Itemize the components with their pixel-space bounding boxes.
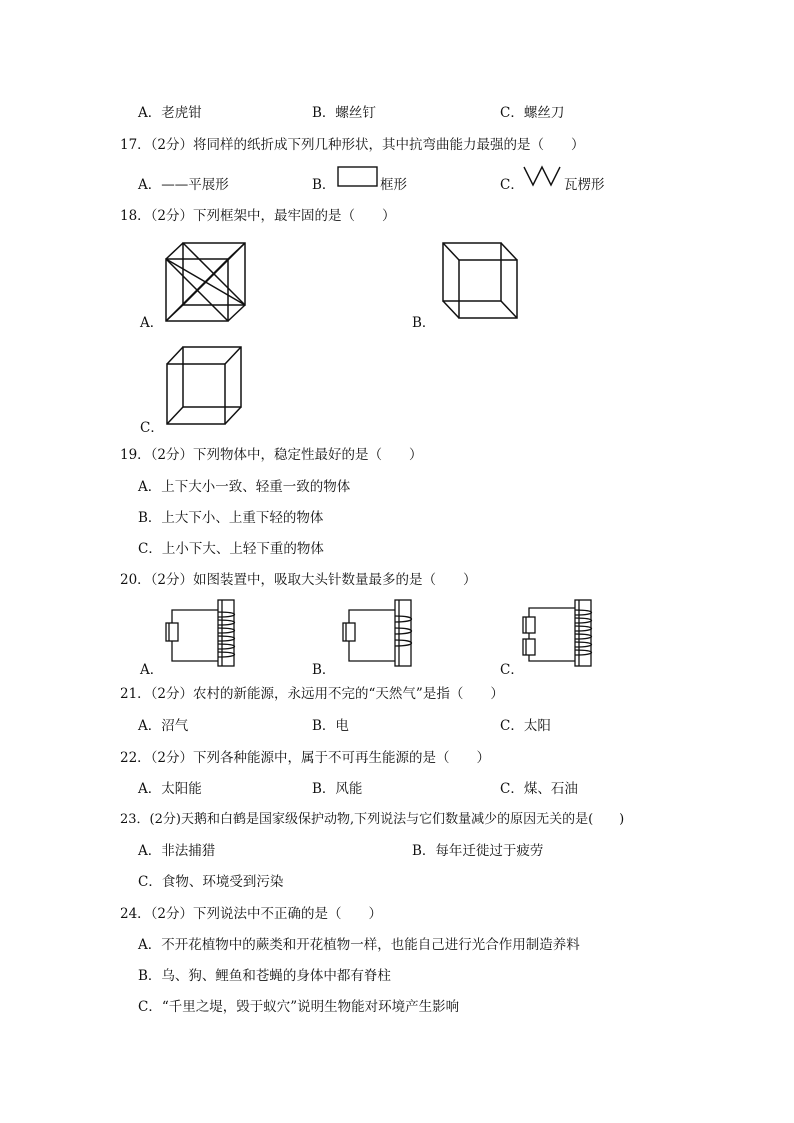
q22-option-a: A．太阳能 bbox=[138, 781, 202, 797]
q19-option-a: A．上下大小一致、轻重一致的物体 bbox=[138, 479, 351, 495]
q20-option-c: C． bbox=[500, 662, 524, 678]
q24-option-c: C．“千里之堤，毁于蚁穴”说明生物能对环境产生影响 bbox=[138, 999, 460, 1015]
q16-option-c: C．螺丝刀 bbox=[500, 105, 565, 121]
q21-option-c: C．太阳 bbox=[500, 718, 551, 734]
electromagnet-a-figure bbox=[160, 598, 240, 668]
q21-option-b: B．电 bbox=[312, 718, 349, 734]
q23-option-a: A．非法捕猎 bbox=[138, 843, 216, 859]
electromagnet-b-figure bbox=[337, 598, 417, 668]
q20-option-a: A． bbox=[140, 662, 164, 678]
q22-option-b: B．风能 bbox=[312, 781, 363, 797]
q21-option-a: A．沼气 bbox=[138, 718, 189, 734]
q18-option-b: B． bbox=[412, 315, 436, 331]
electromagnet-c-figure bbox=[517, 598, 599, 668]
q23-option-c: C．食物、环境受到污染 bbox=[138, 874, 284, 890]
q23-option-b: B．每年迁徙过于疲劳 bbox=[412, 843, 544, 859]
q17-option-b-suffix: 框形 bbox=[380, 177, 407, 193]
q17-stem: 17．（2分）将同样的纸折成下列几种形状，其中抗弯曲能力最强的是（ ） bbox=[120, 137, 585, 153]
q24-option-b: B．乌、狗、鲤鱼和苍蝇的身体中都有脊柱 bbox=[138, 968, 391, 984]
q17-option-c-suffix: 瓦楞形 bbox=[564, 177, 605, 193]
q20-option-b: B． bbox=[312, 662, 336, 678]
q17-option-b-prefix: B． bbox=[312, 177, 336, 193]
q19-option-b: B．上大下小、上重下轻的物体 bbox=[138, 510, 324, 526]
q16-option-a: A．老虎钳 bbox=[138, 105, 202, 121]
q17-option-a: A．——平展形 bbox=[138, 177, 229, 193]
q16-option-b: B．螺丝钉 bbox=[312, 105, 376, 121]
cube-frame-c-figure bbox=[164, 344, 246, 428]
q17-option-c-prefix: C． bbox=[500, 177, 524, 193]
corrugated-shape-figure bbox=[522, 164, 566, 188]
q21-stem: 21．（2分）农村的新能源，永远用不完的“天然气”是指（ ） bbox=[120, 686, 504, 702]
q18-stem: 18．（2分）下列框架中，最牢固的是（ ） bbox=[120, 208, 396, 224]
q19-option-c: C．上小下大、上轻下重的物体 bbox=[138, 541, 324, 557]
frame-shape-figure bbox=[337, 166, 379, 188]
braced-cube-frame-figure bbox=[163, 240, 253, 326]
q22-stem: 22．（2分）下列各种能源中，属于不可再生能源的是（ ） bbox=[120, 750, 491, 766]
q24-option-a: A．不开花植物中的蕨类和开花植物一样，也能自己进行光合作用制造养料 bbox=[138, 937, 580, 953]
q22-option-c: C．煤、石油 bbox=[500, 781, 578, 797]
q18-option-c: C． bbox=[140, 420, 164, 436]
q23-stem: 23．(2分)天鹅和白鹤是国家级保护动物,下列说法与它们数量减少的原因无关的是( ) bbox=[120, 812, 625, 827]
q24-stem: 24．（2分）下列说法中不正确的是（ ） bbox=[120, 906, 383, 922]
q18-option-a: A． bbox=[140, 315, 164, 331]
cube-frame-b-figure bbox=[440, 240, 522, 324]
q19-stem: 19．（2分）下列物体中，稳定性最好的是（ ） bbox=[120, 447, 423, 463]
q20-stem: 20．（2分）如图装置中，吸取大头针数量最多的是（ ） bbox=[120, 572, 477, 588]
